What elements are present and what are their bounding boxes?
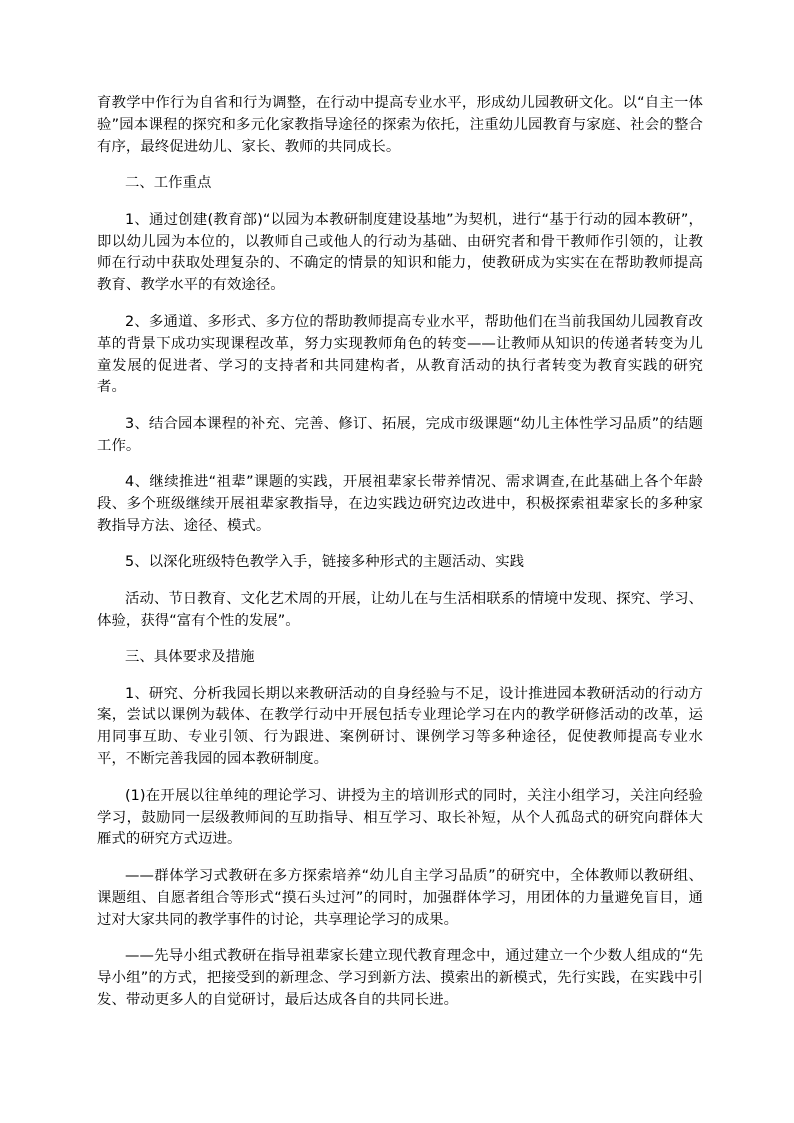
paragraph-focus-2: 2、多通道、多形式、多方位的帮助教师提高专业水平，帮助他们在当前我国幼儿园教育改革的背景下成功实现课程改革，努力实现教师角色的转变——让教师从知识的传递者转变为儿童发展的促进者、学习的支持者和共同建构者，从教育活动的执行者转变为教育实践的研究者。 — [97, 313, 703, 396]
paragraph-measure-1-sub-1: (1)在开展以往单纯的理论学习、讲授为主的培训形式的同时，关注小组学习，关注向经验学习，鼓励同一层级教师间的互助指导、相互学习、取长补短，从个人孤岛式的研究向群体大雁式的研究方式迈进。 — [97, 787, 703, 848]
paragraph-focus-3: 3、结合园本课程的补充、完善、修订、拓展，完成市级课题“幼儿主体性学习品质”的结题工作。 — [97, 415, 703, 454]
paragraph-focus-5: 5、以深化班级特色教学入手，链接多种形式的主题活动、实践 — [125, 554, 525, 571]
document-body — [97, 93, 703, 1026]
paragraph-focus-4: 4、继续推进“祖辈”课题的实践，开展祖辈家长带养情况、需求调查,在此基础上各个年龄段、多个班级继续开展祖辈家教指导，在边实践边研究边改进中，积极探索祖辈家长的多种家教指导方法、途径、模式。 — [97, 474, 703, 534]
paragraph-measure-1: 1、研究、分析我园长期以来教研活动的自身经验与不足，设计推进园本教研活动的行动方案，尝试以课例为载体、在教学行动中开展包括专业理论学习在内的教学研修活动的改革，运用同事互助、专业引领、行为跟进、案例研讨、课例学习等多种途径，促使教师提高专业水平，不断完善我园的园本教研制度。 — [97, 685, 703, 768]
section-heading-requirements: 三、具体要求及措施 — [125, 649, 255, 666]
paragraph-intro-continued: 育教学中作行为自省和行为调整，在行动中提高专业水平，形成幼儿园教研文化。以“自主一体验”园本课程的探究和多元化家教指导途径的探索为依托，注重幼儿园教育与家庭、社会的整合有序，最终促进幼儿、家长、教师的共同成长。 — [97, 95, 703, 155]
section-heading-work-focus: 二、工作重点 — [125, 175, 212, 192]
paragraph-focus-5-continued: 活动、节日教育、文化艺术周的开展，让幼儿在与生活相联系的情境中发现、探究、学习、体验，获得“富有个性的发展”。 — [97, 590, 703, 629]
paragraph-group-study: ——群体学习式教研在多方探索培养“幼儿自主学习品质”的研究中，全体教师以教研组、课题组、自愿者组合等形式“摸石头过河”的同时，加强群体学习，用团体的力量避免盲目，通过对大家共同的教学事件的讨论，共享理论学习的成果。 — [97, 867, 703, 928]
paragraph-focus-1: 1、通过创建(教育部)“以园为本教研制度建设基地”为契机，进行“基于行动的园本教研”，即以幼儿园为本位的，以教师自己或他人的行动为基础、由研究者和骨干教师作引领的，让教师在行动中获取处理复杂的、不确定的情景的知识和能力，使教研成为实实在在帮助教师提高教育、教学水平的有效途径。 — [97, 211, 703, 294]
paragraph-pilot-group: ——先导小组式教研在指导祖辈家长建立现代教育理念中，通过建立一个少数人组成的“先导小组”的方式，把接受到的新理念、学习到新方法、摸索出的新模式，先行实践，在实践中引发、带动更多人的自觉研讨，最后达成各自的共同长进。 — [97, 948, 703, 1008]
